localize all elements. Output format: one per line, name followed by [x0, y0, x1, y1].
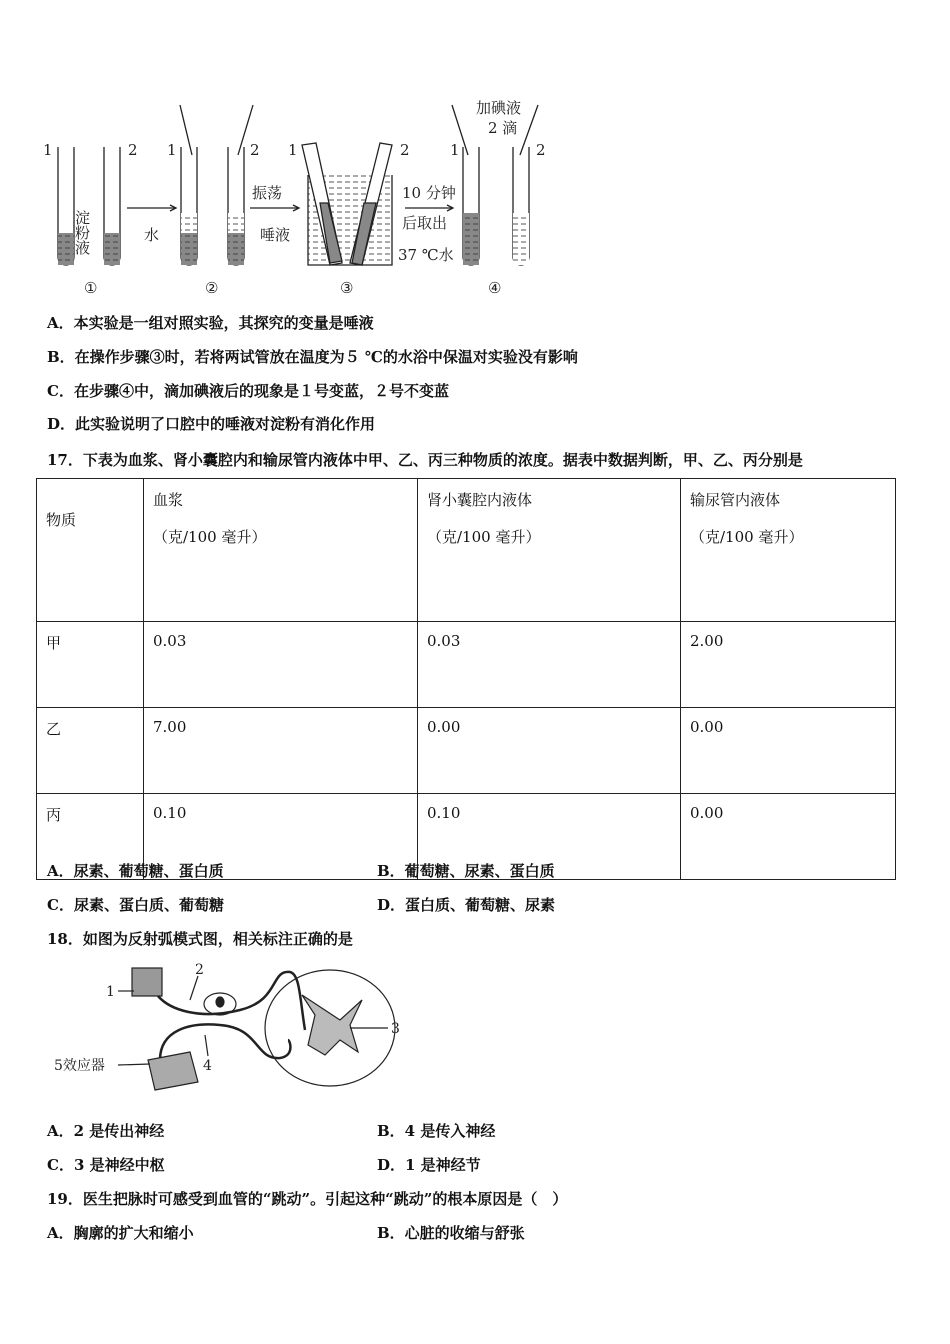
header-unit: （克/100 毫升） [427, 528, 541, 546]
table-cell: 0.00 [681, 794, 896, 880]
tube-label: 1 [288, 141, 298, 159]
q18-option-c: C．3 是神经中枢 [47, 1156, 165, 1174]
bath-label: 37 ℃水 [398, 246, 454, 264]
q17-stem: 17．下表为血浆、肾小囊腔内和输尿管内液体中甲、乙、丙三种物质的浓度。据表中数据判断，甲、乙、丙分别是 [47, 451, 803, 469]
tube-label: 2 [128, 141, 138, 159]
header-cell: 肾小囊腔内液体 [427, 491, 533, 509]
shake-label: 振荡 [252, 184, 283, 202]
table-row [37, 622, 896, 708]
tube-label: 2 [400, 141, 410, 159]
step-label: ② [205, 279, 219, 297]
table-cell: 0.03 [144, 622, 418, 708]
q18-stem: 18．如图为反射弧模式图，相关标注正确的是 [47, 930, 353, 948]
header-cell: 输尿管内液体 [690, 491, 781, 509]
table-cell: 0.10 [418, 794, 681, 880]
header-cell: 物质 [46, 511, 77, 529]
table-cell: 0.03 [418, 622, 681, 708]
q17-option-c: C．尿素、蛋白质、葡萄糖 [47, 896, 224, 914]
time-label: 10 分钟 [402, 184, 456, 202]
q19-option-a: A．胸廓的扩大和缩小 [47, 1224, 194, 1242]
q18-option-a: A．2 是传出神经 [47, 1122, 165, 1140]
step-label: ① [84, 279, 98, 297]
header-unit: （克/100 毫升） [690, 528, 804, 546]
tube-label: 1 [450, 141, 460, 159]
q17-option-b: B．葡萄糖、尿素、蛋白质 [377, 862, 555, 880]
q16-option-a: A．本实验是一组对照实验，其探究的变量是唾液 [47, 314, 374, 332]
tube-label: 2 [250, 141, 260, 159]
starch-digestion-experiment-figure [40, 95, 560, 300]
q16-option-c: C．在步骤④中，滴加碘液后的现象是１号变蓝，２号不变蓝 [47, 382, 449, 400]
header-unit: （克/100 毫升） [153, 528, 267, 546]
table-cell: 甲 [37, 622, 144, 708]
q18-option-b: B．4 是传入神经 [377, 1122, 496, 1140]
table-cell: 丙 [37, 794, 144, 880]
label-2: 2 [195, 962, 204, 978]
saliva-label: 唾液 [260, 226, 291, 244]
table-cell: 0.00 [681, 708, 896, 794]
label-4: 4 [203, 1058, 212, 1074]
table-cell: 7.00 [144, 708, 418, 794]
table-row [37, 708, 896, 794]
label-1: 1 [106, 984, 115, 1000]
q19-stem: 19．医生把脉时可感受到血管的“跳动”。引起这种“跳动”的根本原因是（ ） [47, 1190, 568, 1208]
q17-option-d: D．蛋白质、葡萄糖、尿素 [377, 896, 556, 914]
reflex-arc-figure [40, 960, 410, 1100]
q18-option-d: D．1 是神经节 [377, 1156, 481, 1174]
tube-label: 1 [167, 141, 177, 159]
label-5-effector: 5效应器 [54, 1058, 105, 1074]
table-cell: 0.10 [144, 794, 418, 880]
table-cell: 乙 [37, 708, 144, 794]
step-label: ③ [340, 279, 354, 297]
iodine-label: 2 滴 [488, 119, 518, 137]
q16-option-b: B．在操作步骤③时，若将两试管放在温度为５ ℃的水浴中保温对实验没有影响 [47, 348, 578, 366]
q19-option-b: B．心脏的收缩与舒张 [377, 1224, 525, 1242]
header-cell: 血浆 [153, 491, 184, 509]
time-label: 后取出 [402, 214, 448, 232]
tube-label: 2 [536, 141, 546, 159]
tube-label: 1 [43, 141, 53, 159]
q17-option-a: A．尿素、葡萄糖、蛋白质 [47, 862, 224, 880]
concentration-table [36, 478, 896, 880]
water-label: 水 [144, 226, 160, 244]
starch-label: 淀粉液 [73, 210, 91, 255]
label-3: 3 [391, 1021, 400, 1037]
table-cell: 2.00 [681, 622, 896, 708]
table-header-row [37, 479, 896, 622]
table-cell: 0.00 [418, 708, 681, 794]
iodine-label: 加碘液 [476, 99, 522, 117]
step-label: ④ [488, 279, 502, 297]
q16-option-d: D．此实验说明了口腔中的唾液对淀粉有消化作用 [47, 415, 376, 433]
